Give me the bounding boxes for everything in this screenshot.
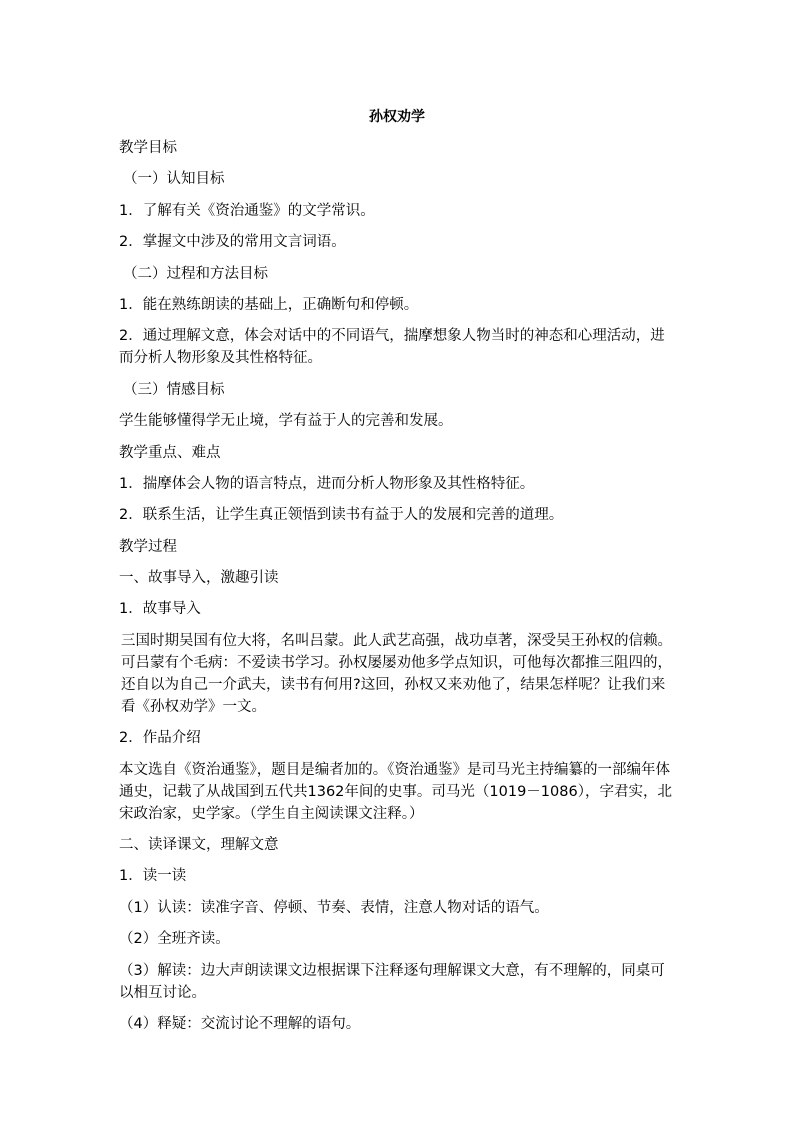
paragraph: 学生能够懂得学无止境，学有益于人的完善和发展。 bbox=[119, 413, 453, 430]
paragraph: 2．联系生活，让学生真正领悟到读书有益于人的发展和完善的道理。 bbox=[119, 507, 564, 524]
paragraph: 三国时期吴国有位大将，名叫吕蒙。此人武艺高强，战功卓著，深受吴王孙权的信赖。可吕蒙有个毛病：不爱读书学习。孙权屡屡劝他多学点知识，可他每次都推三阻四的，还自以为自己一介武夫，读书有何用?这回，孙权又来劝他了，结果怎样呢？让我们来看《孙权劝学》一文。 bbox=[121, 632, 672, 715]
paragraph: 1．读一读 bbox=[119, 868, 187, 885]
paragraph: 1．故事导入 bbox=[119, 601, 201, 618]
paragraph: （3）解读：边大声朗读课文边根据课下注释逐句理解课文大意，有不理解的，同桌可以相互讨论。 bbox=[119, 962, 665, 1001]
section-heading: 教学过程 bbox=[119, 538, 177, 555]
paragraph: 1．能在熟练朗读的基础上，正确断句和停顿。 bbox=[119, 296, 419, 313]
document-body bbox=[119, 137, 679, 1044]
paragraph: 本文选自《资治通鉴》，题目是编者加的。《资治通鉴》是司马光主持编纂的一部编年体通史，记载了从战国到五代共1362年间的史事。司马光（1019－1086），字君实，北宋政治家，史学家。（学生自主阅读课文注释。） bbox=[119, 761, 672, 822]
paragraph: （2）全班齐读。 bbox=[119, 931, 230, 948]
paragraph: （4）释疑：交流讨论不理解的语句。 bbox=[119, 1015, 361, 1032]
paragraph: 2．通过理解文意，体会对话中的不同语气，揣摩想象人物当时的神态和心理活动，进而分析人物形象及其性格特征。 bbox=[119, 328, 665, 367]
subsection-heading: （一）认知目标 bbox=[123, 171, 225, 188]
paragraph: 2．作品介绍 bbox=[119, 730, 201, 747]
paragraph: 2．掌握文中涉及的常用文言词语。 bbox=[119, 234, 346, 251]
paragraph: 1．了解有关《资治通鉴》的文学常识。 bbox=[119, 202, 375, 219]
section-heading: 教学目标 bbox=[119, 140, 177, 156]
paragraph: 1．揣摩体会人物的语言特点，进而分析人物形象及其性格特征。 bbox=[119, 475, 535, 492]
paragraph: （1）认读：读准字音、停顿、节奏、表情，注意人物对话的语气。 bbox=[119, 899, 549, 916]
section-heading: 一、故事导入，激趣引读 bbox=[119, 570, 279, 587]
section-heading: 二、读译课文，理解文意 bbox=[119, 837, 279, 854]
section-heading: 教学重点、难点 bbox=[119, 444, 221, 461]
document-title: 孙权劝学 bbox=[369, 109, 425, 125]
subsection-heading: （三）情感目标 bbox=[123, 381, 225, 398]
subsection-heading: （二）过程和方法目标 bbox=[123, 265, 268, 282]
